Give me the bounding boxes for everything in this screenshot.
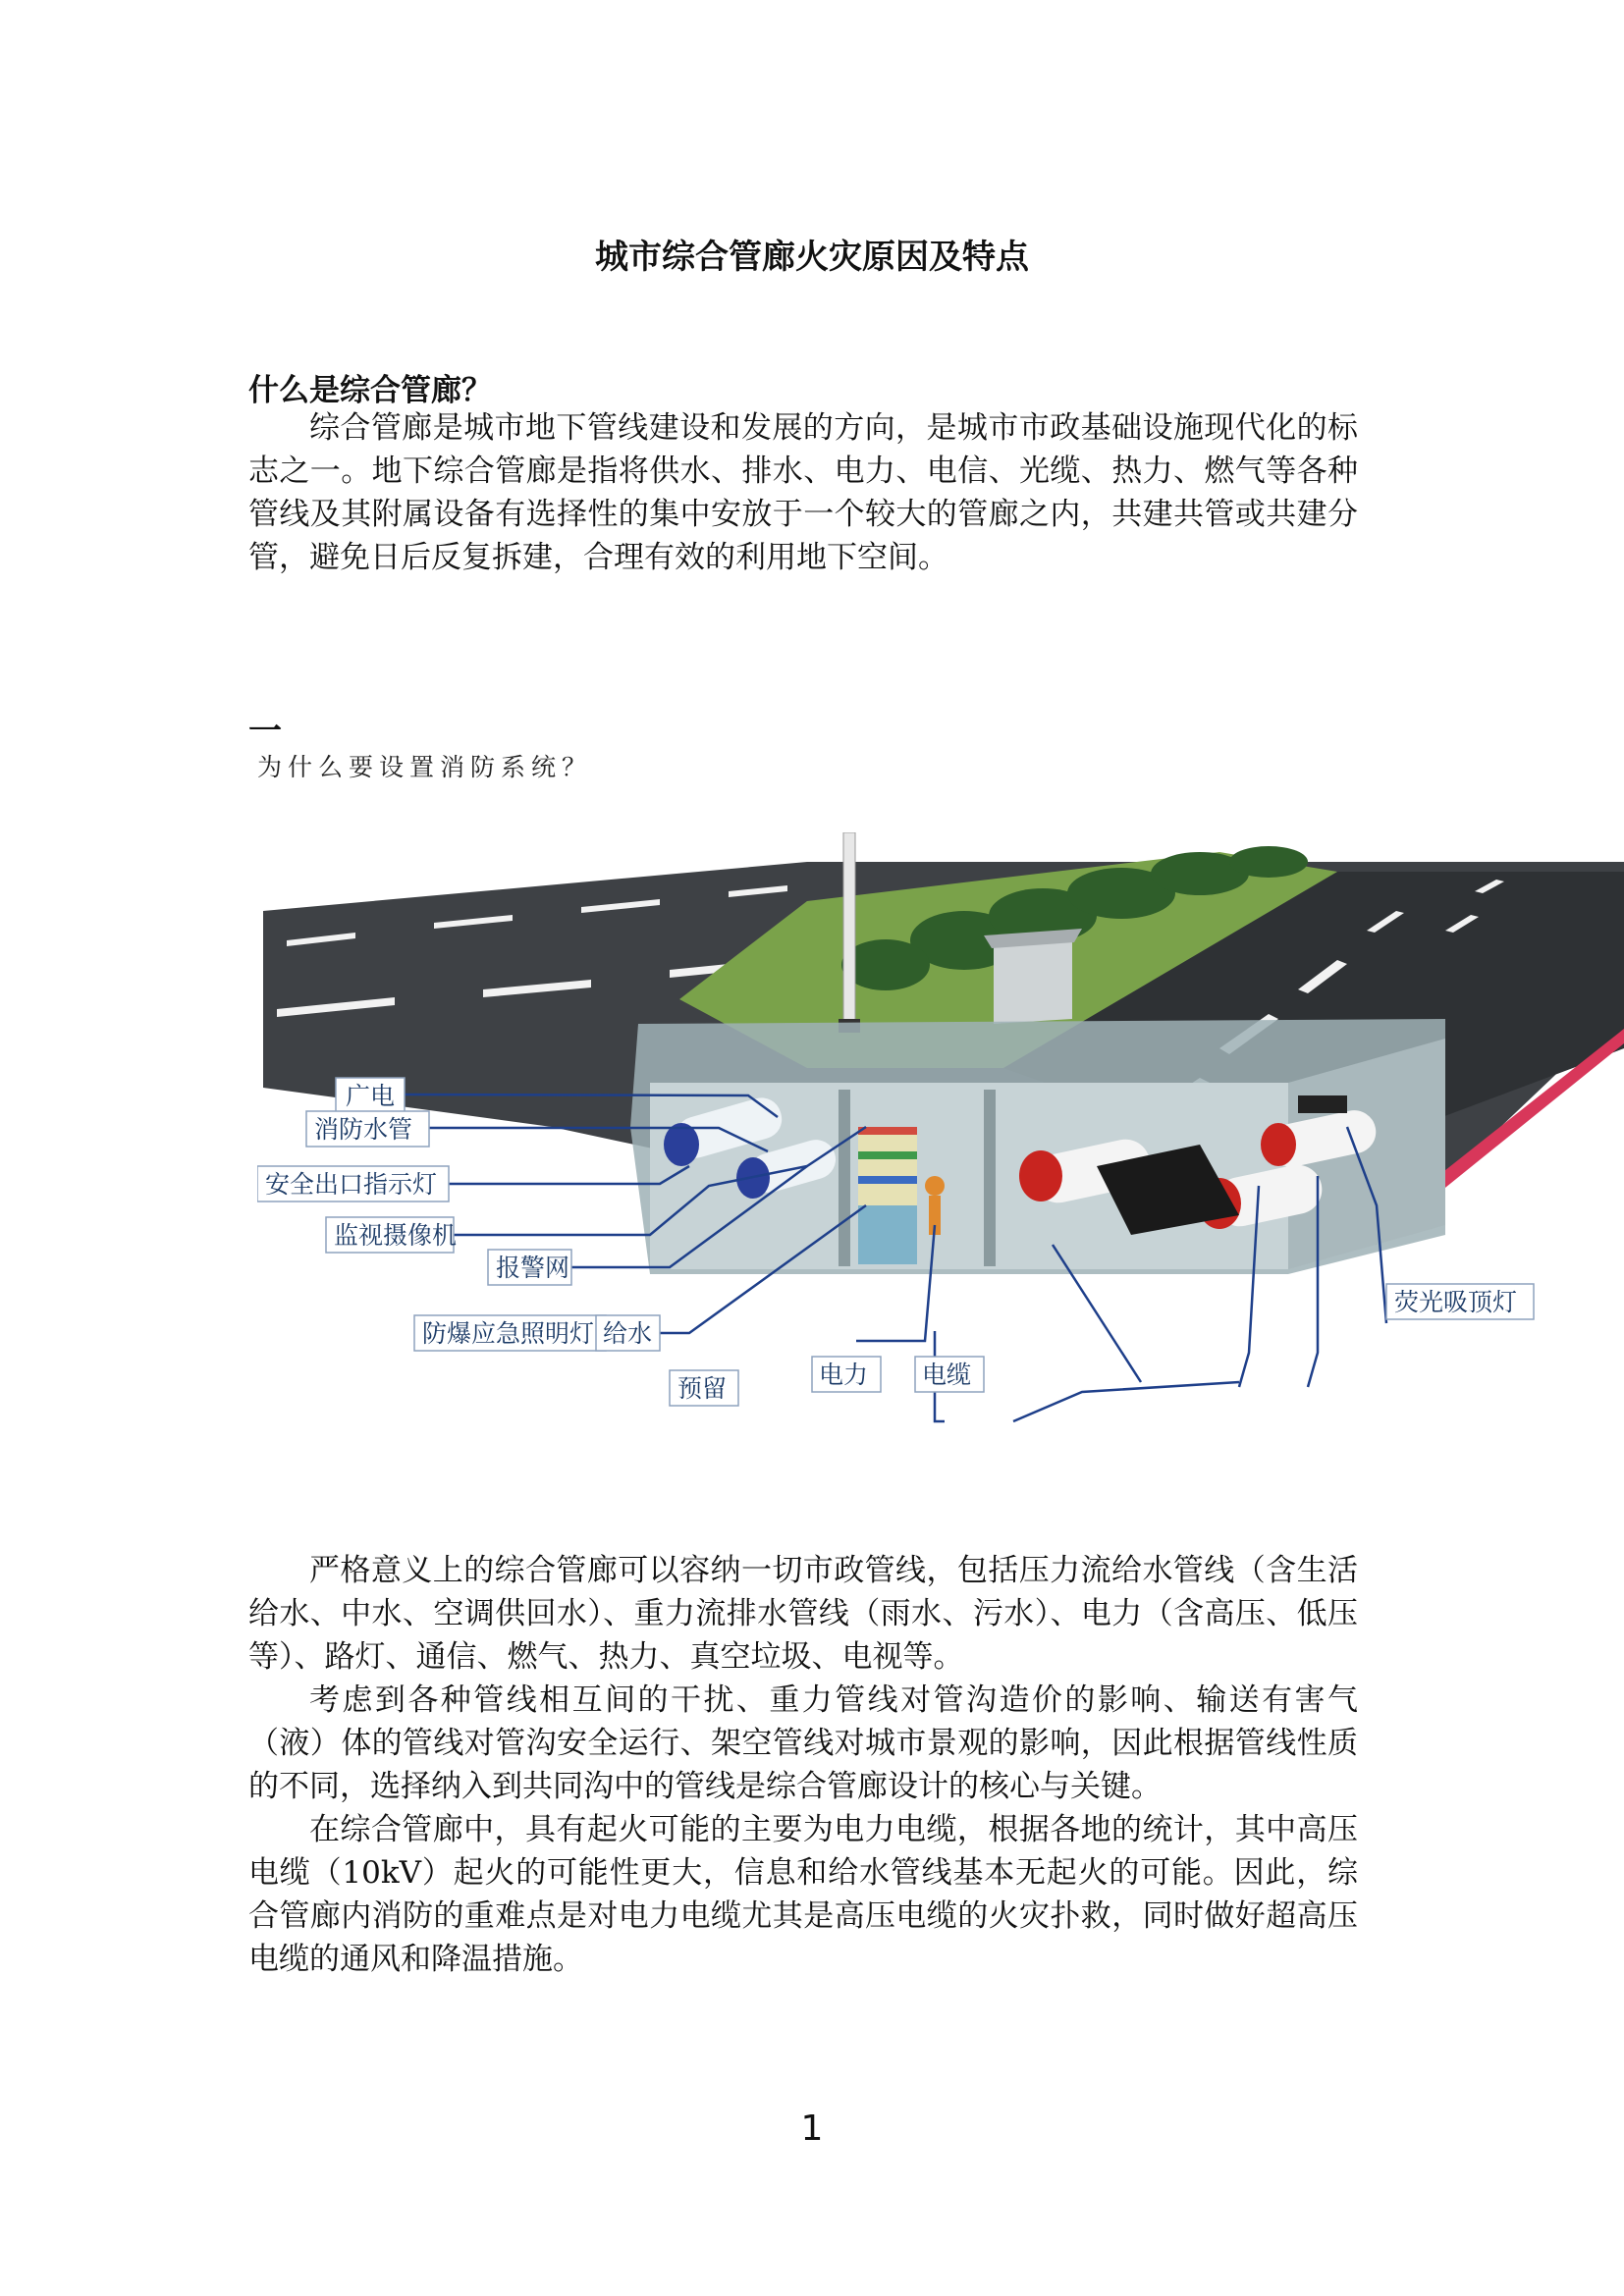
section-heading: 什么是综合管廊？ bbox=[248, 373, 492, 408]
section-subheading: 为什么要设置消防系统？ bbox=[257, 753, 593, 781]
body-paragraph: 在综合管廊中，具有起火可能的主要为电力电缆，根据各地的统计，其中高压电缆（10kV）起火的可能性更大，信息和给水管线基本无起火的可能。因此，综合管廊内消防的重难点是对电力电缆尤其是高压电缆的火灾扑救，同时做好超高压电缆的通风和降温措施。 bbox=[248, 1812, 1358, 1977]
label-yuliu bbox=[670, 1370, 738, 1406]
label-guangdian bbox=[336, 1078, 405, 1113]
label-baojing bbox=[488, 1250, 571, 1285]
body-paragraph: 严格意义上的综合管廊可以容纳一切市政管线，包括压力流给水管线（含生活给水、中水、空调供回水）、重力流排水管线（雨水、污水）、电力（含高压、低压等）、路灯、通信、燃气、热力、真空垃圾、电视等。 bbox=[248, 1553, 1358, 1675]
label-geishui bbox=[596, 1315, 660, 1351]
label-text: 安全出口指示灯 bbox=[265, 1170, 438, 1199]
label-fangbao bbox=[414, 1315, 606, 1351]
page-number: 1 bbox=[800, 2109, 824, 2149]
label-text: 电缆 bbox=[922, 1361, 972, 1389]
label-xiaofang bbox=[306, 1111, 429, 1147]
label-anquan bbox=[257, 1166, 449, 1201]
utility-tunnel-illustration bbox=[257, 832, 1624, 1431]
cable-rack bbox=[858, 1127, 917, 1205]
label-jianshi bbox=[326, 1217, 457, 1253]
label-dianli bbox=[812, 1357, 881, 1392]
label-yingguang bbox=[1386, 1284, 1534, 1319]
vent-building bbox=[994, 935, 1072, 1024]
label-text: 报警网 bbox=[496, 1254, 570, 1282]
label-text: 预留 bbox=[677, 1374, 728, 1403]
label-text: 荧光吸顶灯 bbox=[1394, 1288, 1518, 1316]
light-pole bbox=[843, 832, 855, 1024]
body-paragraph: 考虑到各种管线相互间的干扰、重力管线对管沟造价的影响、输送有害气（液）体的管线对管沟安全运行、架空管线对城市景观的影响，因此根据管线性质的不同，选择纳入到共同沟中的管线是综合管廊设计的核心与关键。 bbox=[248, 1682, 1358, 1804]
intro-paragraph: 综合管廊是城市地下管线建设和发展的方向，是城市市政基础设施现代化的标志之一。地下综合管廊是指将供水、排水、电力、电信、光缆、热力、燃气等各种管线及其附属设备有选择性的集中安放于一个较大的管廊之内，共建共管或共建分管，避免日后反复拆建，合理有效的利用地下空间。 bbox=[248, 410, 1358, 575]
page-title: 城市综合管廊火灾原因及特点 bbox=[595, 238, 1029, 277]
label-dianlan bbox=[915, 1357, 984, 1392]
label-text: 防爆应急照明灯 bbox=[422, 1319, 595, 1348]
label-text: 给水 bbox=[603, 1319, 653, 1348]
label-text: 监视摄像机 bbox=[334, 1221, 458, 1250]
label-text: 电力 bbox=[819, 1361, 869, 1389]
label-text: 消防水管 bbox=[314, 1115, 413, 1144]
label-text: 广电 bbox=[346, 1082, 396, 1110]
section-marker: 一 bbox=[248, 712, 282, 751]
